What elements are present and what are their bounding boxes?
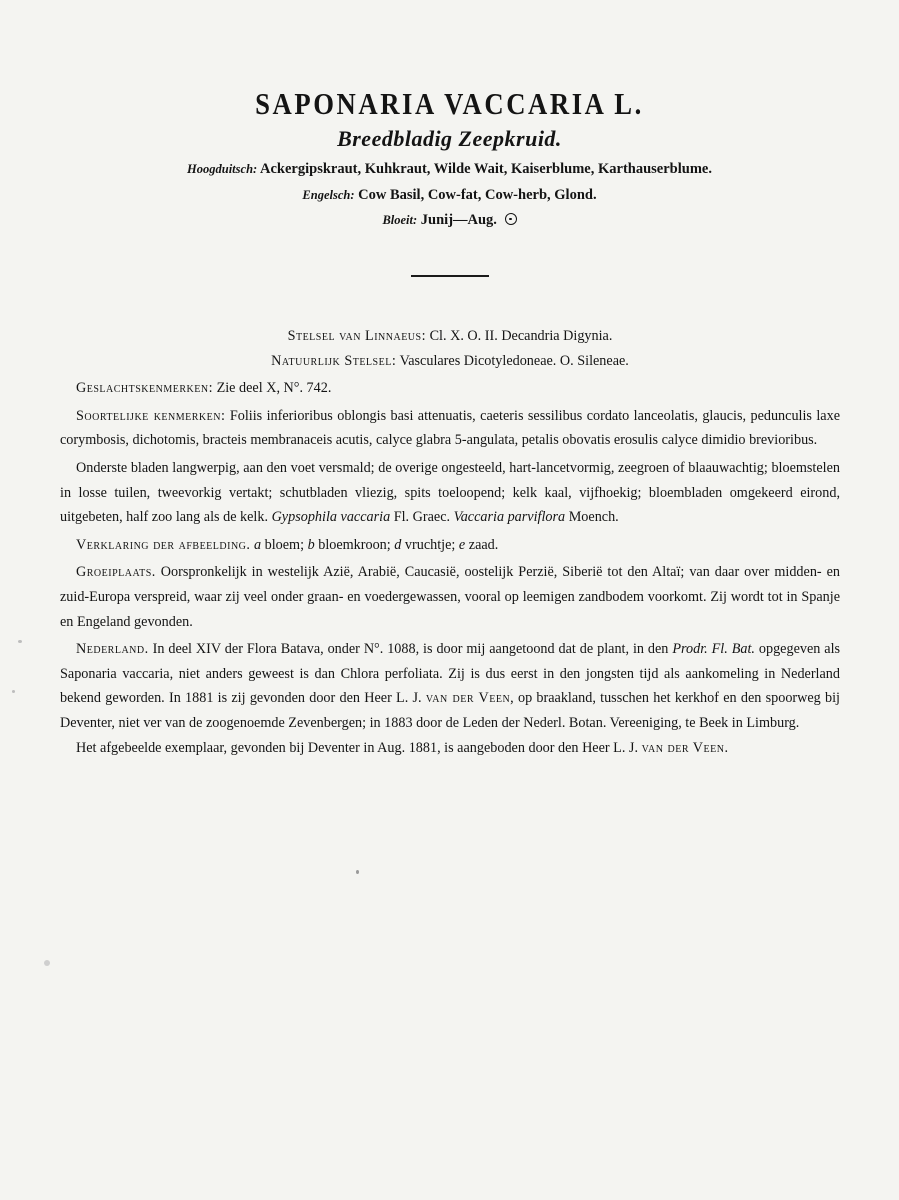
specimen-donor: van der Veen.	[641, 739, 729, 756]
german-text: Ackergipskraut, Kuhkraut, Wilde Wait, Kaiserblume, Karthauserblume.	[260, 161, 712, 177]
figure-b: b	[307, 536, 315, 553]
species-label: Soortelijke kenmerken:	[76, 407, 226, 424]
paper-speck	[44, 960, 50, 966]
natural-system	[60, 349, 840, 374]
synonym-2-author: Moench.	[568, 509, 619, 526]
figure-a: a	[253, 536, 262, 553]
species-text: Foliis inferioribus oblongis basi attenuatis, caeteris sessilibus cordato lanceolatis, glaucis, pedunculis laxe corymbosis, dichotomis, bracteis membranaceis acutis, calyce glabra 5-angulata, petalis obovatis erosulis calyce dimidio brevioribus.	[60, 407, 840, 449]
english-names	[0, 187, 899, 204]
figure-d: d	[394, 536, 402, 553]
species-title: SAPONARIA VACCARIA L.	[255, 86, 644, 121]
synonym-1-author: Fl. Graec.	[393, 509, 451, 526]
collector-name: van der Veen	[425, 690, 511, 707]
genus-text: Zie deel X, N°. 742.	[216, 380, 332, 397]
dutch-name: Breedbladig Zeepkruid.	[337, 126, 562, 151]
habitat-text: Oorspronkelijk in westelijk Azië, Arabië, Caucasië, oostelijk Perzië, Siberië tot den Altaï; van daar over midden- en zuid-Europa verspreid, waar zij veel onder graan- en voedergewassen, vooral op leemigen zandbodem voorkomt. Zij wordt tot in Spanje en Engeland gevonden.	[60, 564, 841, 630]
figure-e: e	[458, 536, 466, 553]
english-label: Engelsch:	[302, 188, 355, 202]
dutch-description	[60, 456, 840, 530]
prodr-reference: Prodr. Fl. Bat.	[672, 641, 755, 658]
habitat	[60, 560, 840, 634]
bloom-label: Bloeit:	[382, 213, 418, 227]
description-body	[60, 324, 840, 760]
netherlands-label: Nederland.	[76, 641, 149, 658]
natural-label: Natuurlijk Stelsel:	[271, 352, 397, 369]
bloom-text: Junij—Aug.	[420, 212, 497, 228]
linnaeus-text: Cl. X. O. II. Decandria Digynia.	[429, 328, 613, 344]
figure-legend	[60, 533, 840, 558]
german-label: Hoogduitsch:	[187, 162, 258, 176]
netherlands-text-1: In deel XIV der Flora Batava, onder N°. 1088, is door mij aangetoond dat de plant, in den	[152, 641, 669, 658]
divider	[411, 275, 489, 277]
specimen-note	[60, 736, 840, 761]
paper-speck	[18, 640, 22, 643]
habitat-label: Groeiplaats.	[76, 564, 156, 581]
figure-a-text: bloem;	[264, 536, 305, 553]
bloom-period	[0, 212, 899, 229]
natural-text: Vasculares Dicotyledoneae. O. Sileneae.	[399, 352, 629, 369]
linnaeus-system	[60, 324, 840, 349]
description-text: Onderste bladen langwerpig, aan den voet versmald; de overige ongesteeld, hart-lancetvormig, zeegroen of blaauwachtig; bloemstelen in losse tuilen, tweevorkig vertakt; schutbladen vliezig, spits toeloopend; kelk kaal, vijfhoekig; bloembladen omgekeerd eirond, uitgebeten, half zoo lang als de kelk.	[60, 459, 840, 526]
paper-speck	[356, 870, 359, 874]
netherlands-text-2: opgegeven als Saponaria vaccaria, niet anders geweest is dan Chlora perfoliata. Zij is dus eerst in den jongsten tijd als aankomeling in Nederland bekend geworden. In 1881 is zij gevonden door den Heer L. J.	[60, 641, 841, 707]
paper-speck	[12, 690, 15, 693]
specimen-text: Het afgebeelde exemplaar, gevonden bij Deventer in Aug. 1881, is aangeboden door den Heer L. J.	[76, 739, 639, 756]
linnaeus-label: Stelsel van Linnaeus:	[287, 328, 427, 344]
figure-label: Verklaring der afbeelding.	[76, 536, 251, 553]
german-names	[0, 161, 899, 178]
genus-label: Geslachtskenmerken:	[76, 380, 214, 397]
english-text: Cow Basil, Cow-fat, Cow-herb, Glond.	[358, 187, 597, 203]
genus-characters	[60, 376, 840, 401]
figure-d-text: vruchtje;	[404, 536, 456, 553]
species-characters	[60, 404, 840, 453]
synonym-2: Vaccaria parviflora	[453, 509, 566, 526]
figure-e-text: zaad.	[468, 536, 499, 553]
netherlands-occurrence	[60, 637, 840, 735]
synonym-1: Gypsophila vaccaria	[271, 509, 391, 526]
netherlands-text-3: , op braakland, tusschen het kerkhof en den spoorweg bij Deventer, niet ver van de zoogenoemde Zevenbergen; in 1883 door de Leden der Nederl. Botan. Vereeniging, te Beek in Limburg.	[60, 690, 841, 731]
annual-symbol-icon	[505, 213, 517, 225]
figure-b-text: bloemkroon;	[318, 536, 391, 553]
